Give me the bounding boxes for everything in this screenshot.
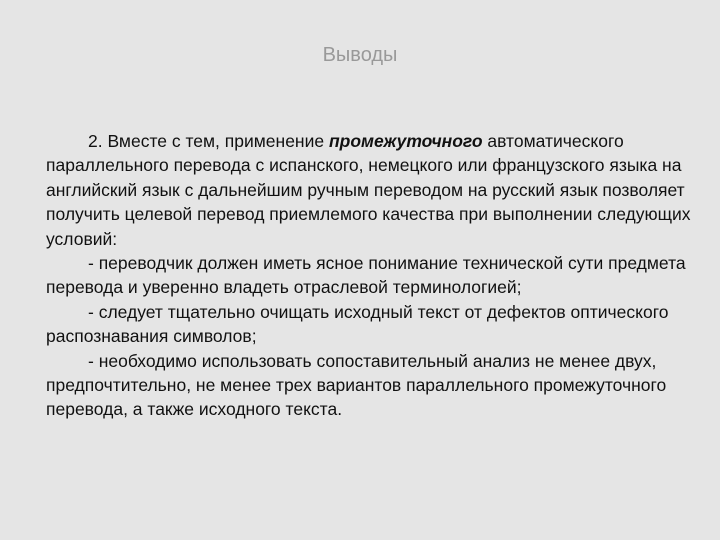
condition-item-3: - необходимо использовать сопоставительный анализ не менее двух, предпочтительно, не менее трех вариантов параллельного промежуточного перевода, а также исходного текста.: [46, 350, 667, 420]
emphasized-term: промежуточного: [328, 131, 483, 151]
condition-item-1: - переводчик должен иметь ясное понимание технической сути предмета перевода и уверенно владеть отраслевой терминологией;: [46, 253, 686, 298]
slide-title: Выводы: [322, 44, 398, 66]
paragraph-main: [46, 129, 696, 251]
paragraph-main-rest: автоматического параллельного перевода с испанского, немецкого или французского языка на английский язык с дальнейшим ручным переводом на русский язык позволяет получить целевой перевод приемлемого качества при выполнении следующих условий:: [46, 131, 691, 249]
slide-body: [46, 129, 696, 422]
condition-item-2: - следует тщательно очищать исходный текст от дефектов оптического распознавания символов;: [46, 301, 669, 347]
paragraph-main-start: 2. Вместе с тем, применение: [88, 131, 329, 151]
